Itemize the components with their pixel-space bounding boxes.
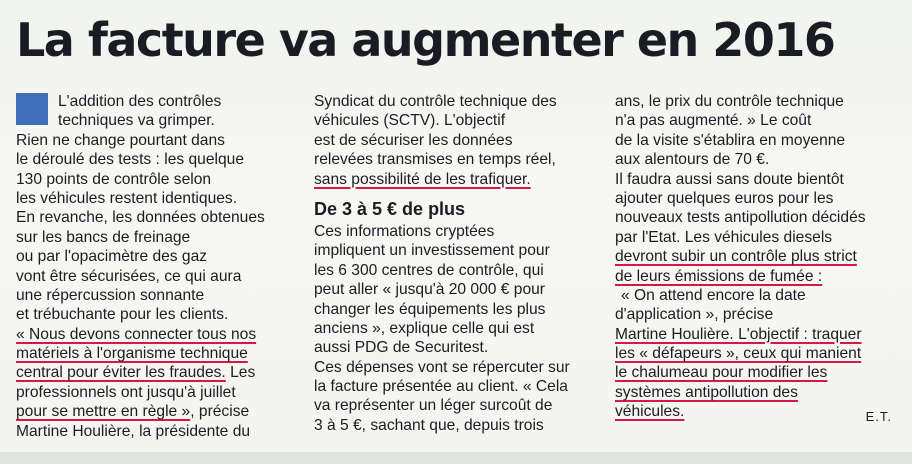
underlined-text: véhicules. [615, 403, 685, 421]
line-text: la facture présentée au client. « Cela [314, 378, 568, 396]
text-line [16, 383, 288, 402]
text-line [314, 111, 590, 130]
text-line [16, 402, 288, 421]
article-headline: La facture va augmenter en 2016 [16, 13, 835, 67]
page-bottom-edge [0, 452, 912, 464]
line-text: le déroulé des tests : les quelque [16, 151, 244, 169]
line-text: « On attend encore la date [621, 286, 806, 304]
line-text: relevées transmises en temps réel, [314, 151, 556, 169]
text-line [16, 92, 288, 111]
text-line [16, 363, 288, 382]
text-line [314, 377, 590, 396]
text-line [615, 150, 900, 169]
text-line [16, 267, 288, 286]
text-line [314, 131, 590, 150]
line-text: Syndicat du contrôle technique des [314, 93, 557, 110]
line-text: véhicules (SCTV). L'objectif [314, 112, 506, 130]
line-text: sur les bancs de freinage [16, 228, 191, 246]
text-line [314, 300, 590, 319]
text-line [16, 208, 288, 227]
line-text: Ces dépenses vont se répercuter sur [314, 358, 570, 376]
text-line [615, 363, 900, 382]
line-text-rest: Les véhicules diesels [680, 228, 833, 246]
line-text: de la visite s'établira en moyenne [615, 131, 846, 149]
text-line [314, 261, 590, 280]
line-text: ou par l'opacimètre des gaz [16, 248, 208, 266]
underlined-text: systèmes antipollution des [615, 383, 798, 401]
line-text: aussi PDG de Securitest. [314, 339, 489, 357]
text-line [314, 416, 590, 435]
text-line [615, 286, 900, 305]
text-line [16, 228, 288, 247]
line-text-rest: , précise [190, 403, 250, 421]
underlined-text: devront subir un contrôle plus strict [615, 248, 857, 266]
text-line [615, 131, 900, 150]
line-text: ajouter quelques euros pour les [615, 189, 834, 207]
text-line [16, 286, 288, 305]
text-line [615, 305, 900, 324]
line-text: nouveaux tests antipollution décidés [615, 209, 866, 227]
line-text: va représenter un léger surcoût de [314, 397, 553, 415]
text-line [615, 383, 900, 402]
line-text: En revanche, les données obtenues [16, 209, 265, 227]
line-text: L'addition des contrôles [58, 93, 222, 110]
line-text: et trébuchante pour les clients. [16, 306, 229, 324]
text-line [615, 189, 900, 208]
line-text: Rien ne change pourtant dans [16, 131, 225, 149]
text-line [615, 247, 900, 266]
underlined-text: matériels à l'organisme technique [16, 345, 248, 363]
underlined-text: « Nous devons connecter tous nos [16, 325, 257, 343]
text-line [615, 170, 900, 189]
text-line [314, 222, 590, 241]
line-text: d'application », précise [615, 306, 774, 324]
text-line [16, 131, 288, 150]
line-text: 130 points de contrôle selon [16, 170, 212, 188]
line-text: par l'Etat. [615, 228, 681, 246]
text-line [16, 170, 288, 189]
line-text: professionnels ont jusqu'à juillet [16, 383, 236, 401]
text-line [314, 170, 590, 189]
text-line [16, 150, 288, 169]
text-line [615, 402, 900, 421]
article-column-1 [16, 92, 288, 441]
text-line [615, 111, 900, 130]
line-text: est de sécuriser les données [314, 131, 513, 149]
text-line [16, 325, 288, 344]
line-text: aux alentours de 70 €. [615, 151, 770, 169]
line-text: les véhicules restent identiques. [16, 189, 238, 207]
text-line [615, 267, 900, 286]
line-text: les 6 300 centres de contrôle, qui [314, 261, 544, 279]
line-text: Martine Houlière, la présidente du [16, 422, 251, 440]
text-line [615, 92, 900, 111]
underlined-text: central pour éviter les fraudes. [16, 364, 226, 382]
text-line [16, 344, 288, 363]
text-line [314, 280, 590, 299]
text-line [314, 92, 590, 111]
line-text: peut aller « jusqu'à 20 000 € pour [314, 281, 545, 299]
text-line [314, 358, 590, 377]
line-text: une répercussion sonnante [16, 286, 205, 304]
author-signature: E.T. [865, 409, 892, 424]
underlined-text: sans possibilité de les trafiquer. [314, 170, 531, 188]
line-text: n'a pas augmenté. » [615, 112, 756, 130]
text-line [615, 325, 900, 344]
underlined-text: pour se mettre en règle » [16, 403, 191, 421]
text-line [16, 305, 288, 324]
line-text-rest: Le coût [755, 112, 812, 130]
section-subheading: De 3 à 5 € de plus [314, 198, 466, 219]
line-text: anciens », explique celle qui est [314, 319, 535, 337]
text-line [314, 338, 590, 357]
line-text: techniques va grimper. [58, 112, 215, 130]
text-line [615, 208, 900, 227]
article-column-2 [314, 92, 590, 435]
text-line [314, 241, 590, 260]
text-line [16, 422, 288, 441]
line-text-rest: Les [225, 364, 256, 382]
line-text: vont être sécurisées, ce qui aura [16, 267, 242, 285]
text-line [314, 319, 590, 338]
underlined-text: Martine Houlière. L'objectif : traquer [615, 325, 862, 343]
article-column-3 [615, 92, 900, 422]
text-line [615, 228, 900, 247]
text-line [314, 396, 590, 415]
line-text: changer les équipements les plus [314, 300, 546, 318]
text-line [314, 150, 590, 169]
text-line [16, 111, 288, 130]
underlined-text: de leurs émissions de fumée : [615, 267, 823, 285]
line-text: 3 à 5 €, sachant que, depuis trois [314, 416, 544, 434]
underlined-text: le chalumeau pour modifier les [615, 364, 828, 382]
underlined-text: les « défapeurs », ceux qui manient [615, 345, 862, 363]
line-text: Il faudra aussi sans doute bientôt [615, 170, 844, 188]
text-line [16, 189, 288, 208]
line-text: ans, le prix du contrôle technique [615, 93, 844, 110]
line-text: Ces informations cryptées [314, 222, 495, 240]
line-text: impliquent un investissement pour [314, 242, 550, 260]
text-line [615, 344, 900, 363]
text-line [16, 247, 288, 266]
